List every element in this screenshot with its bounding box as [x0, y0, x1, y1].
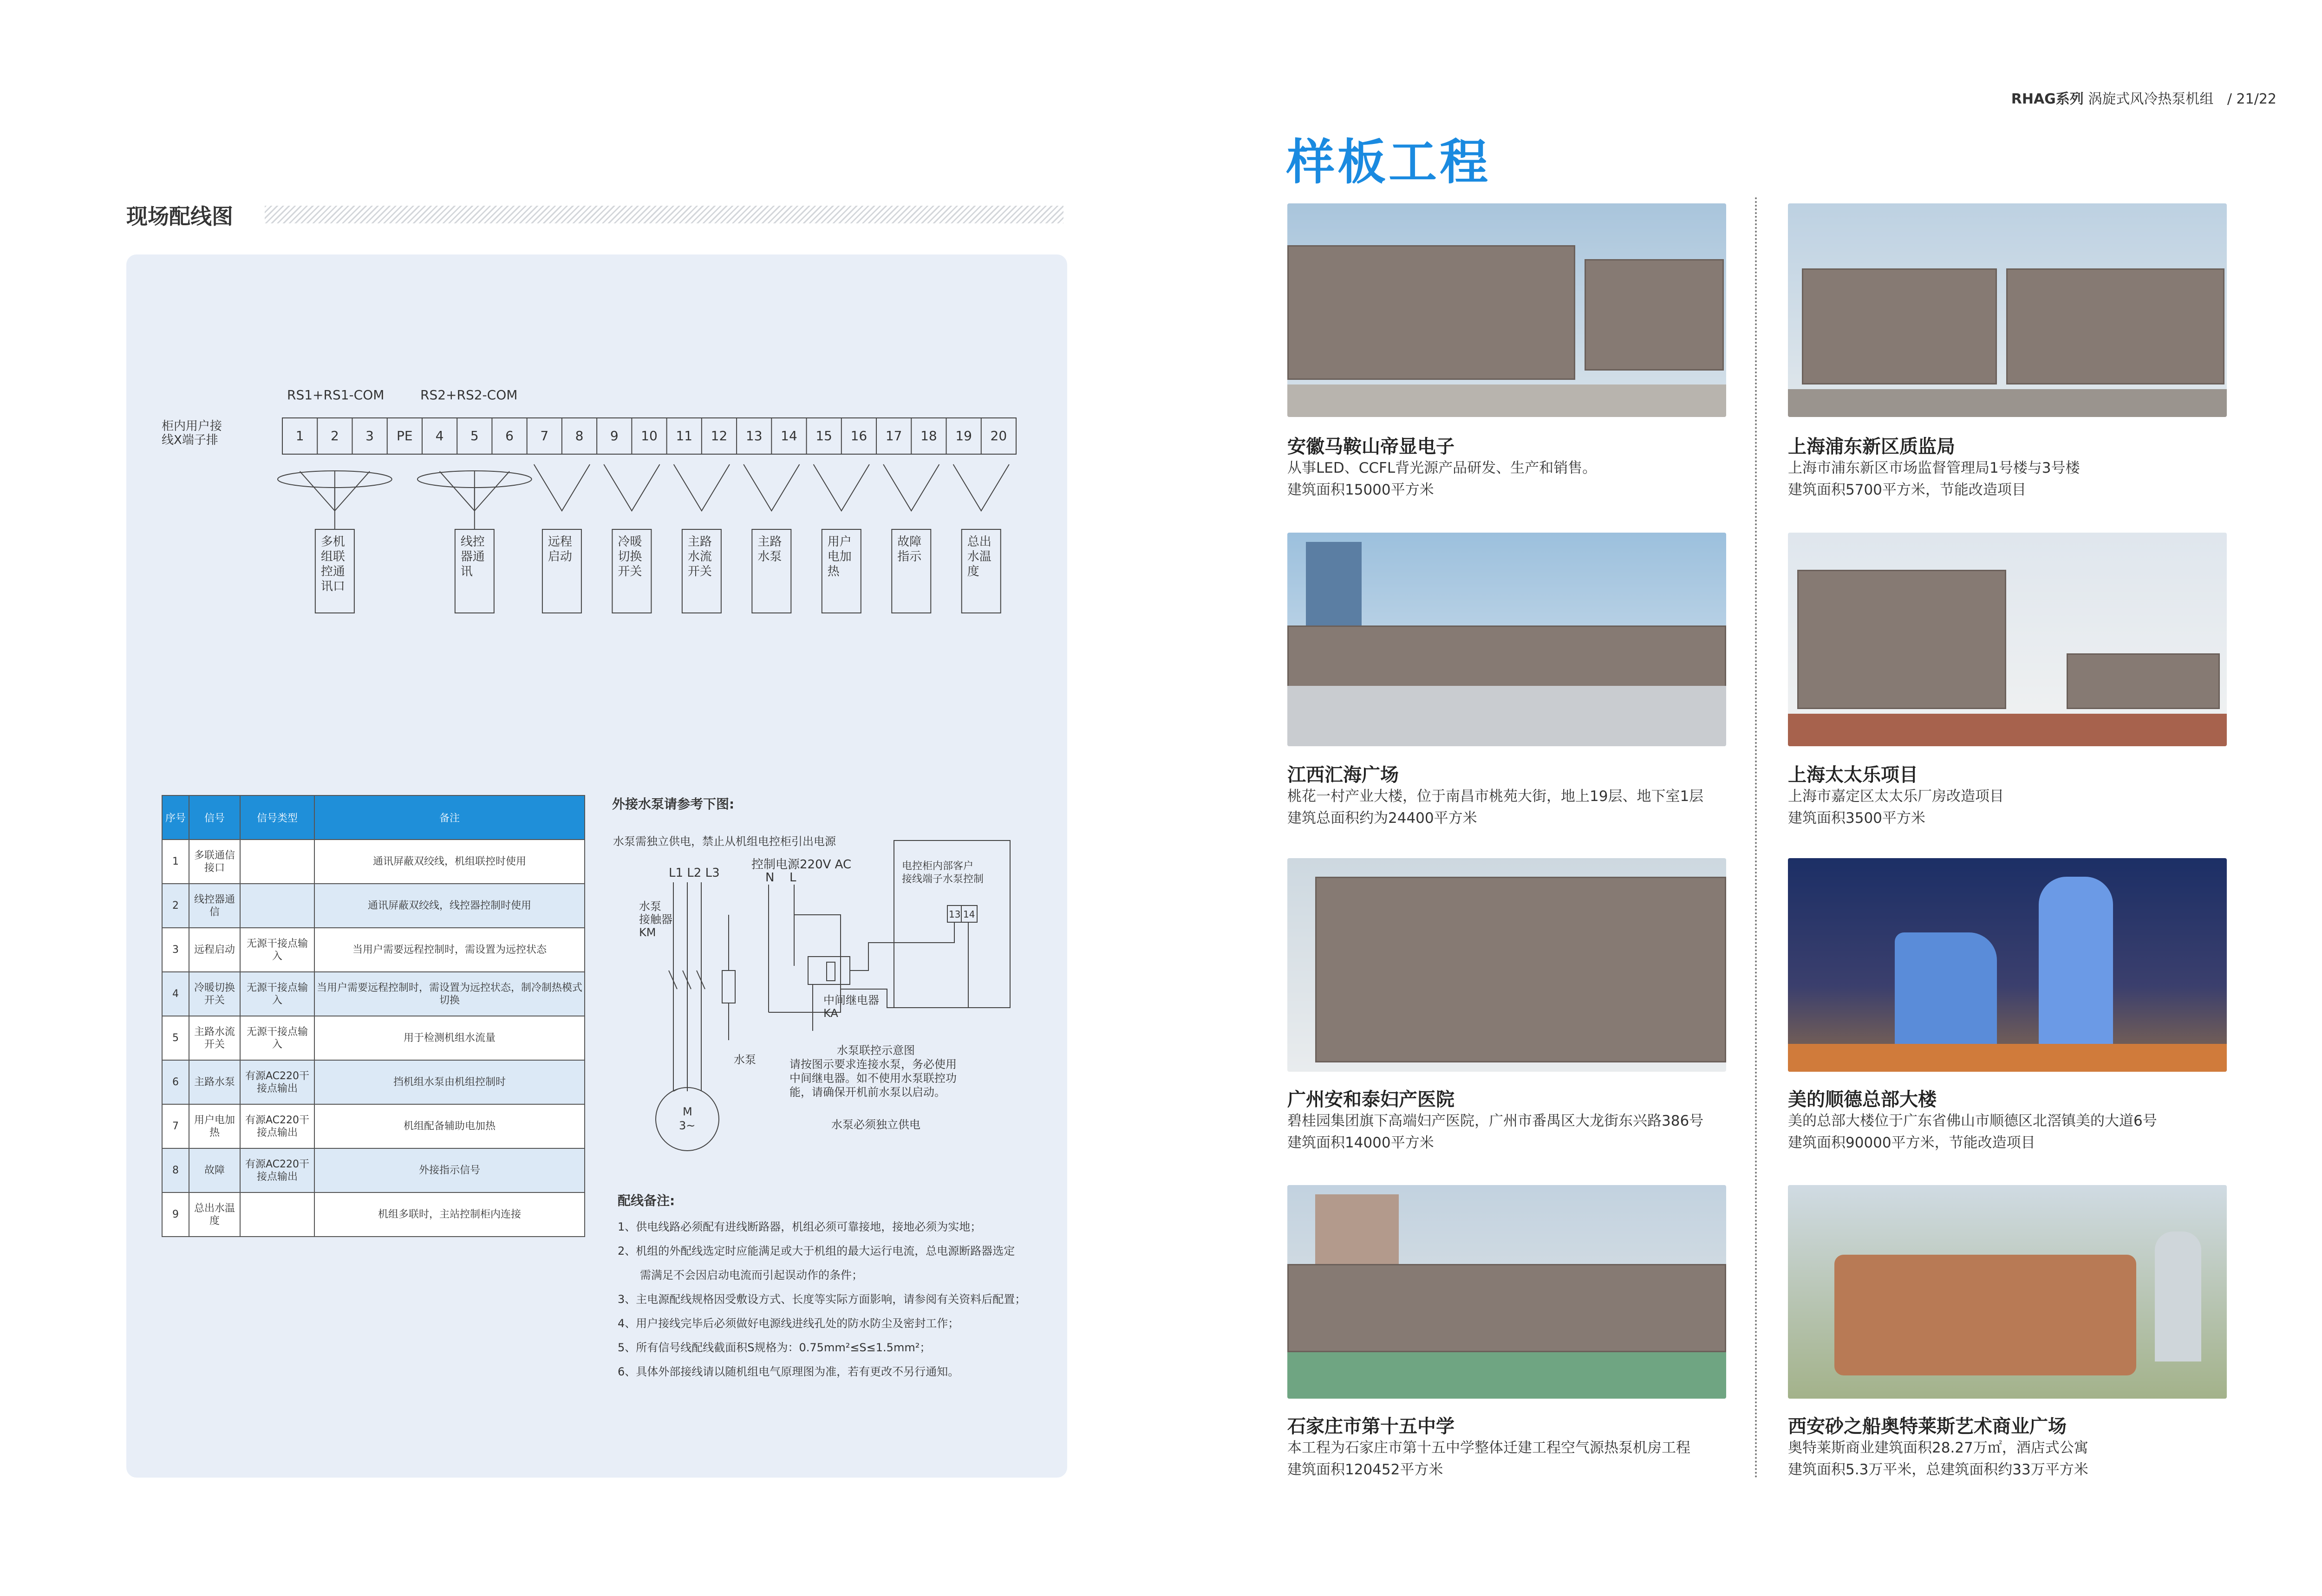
terminal-number: 20 — [990, 428, 1007, 443]
svg-text:多机: 多机 — [320, 535, 345, 549]
note-line: 6、具体外部接线请以随机组电气原理图为准，若有更改不另行通知。 — [618, 1365, 959, 1378]
signal-box — [682, 529, 721, 613]
signal-box — [455, 529, 494, 613]
pump-diagram-title: 外接水泵请参考下图: — [612, 796, 735, 812]
signal-box — [962, 529, 1001, 613]
svg-text:水泵: 水泵 — [757, 550, 782, 564]
signal-cone — [814, 464, 869, 511]
pump-n-label: N — [765, 871, 775, 885]
project-photo-taitaile — [1788, 533, 2227, 746]
projects-title: 样板工程 — [1286, 134, 1491, 190]
terminal-number: 7 — [540, 428, 549, 443]
project-photo-pudong — [1788, 203, 2227, 417]
svg-text:开关: 开关 — [687, 565, 712, 579]
table-row: 9 总出水温度 机组多联时，主站控制柜内连接 — [162, 1192, 585, 1237]
svg-text:讯口: 讯口 — [320, 580, 345, 593]
project-desc: 上海市嘉定区太太乐厂房改造项目 建筑面积3500平方米 — [1788, 788, 2004, 827]
svg-text:切换: 切换 — [618, 550, 642, 564]
note-line: 需满足不会因启动电流而引起误动作的条件； — [618, 1269, 863, 1282]
note-line: 3、主电源配线规格因受敷设方式、长度等实际方面影响，请参阅有关资料后配置； — [618, 1293, 1026, 1306]
th-no: 序号 — [162, 795, 189, 840]
terminal-number: 1 — [295, 428, 304, 443]
project-photo-anhetai — [1287, 858, 1726, 1072]
project-desc: 美的总部大楼位于广东省佛山市顺德区北滘镇美的大道6号 建筑面积90000平方米，节能改造项目 — [1788, 1113, 2157, 1151]
terminal-number: 13 — [745, 428, 763, 443]
rs2-label: RS2+RS2-COM — [420, 387, 518, 403]
signal-cone — [534, 464, 590, 511]
svg-text:指示: 指示 — [897, 550, 922, 564]
svg-text:用户: 用户 — [827, 535, 852, 549]
signal-cones — [278, 464, 1009, 529]
relay-label-2: KA — [823, 1007, 838, 1020]
project-desc: 从事LED、CCFL背光源产品研发、生产和销售。 建筑面积15000平方米 — [1287, 460, 1597, 498]
svg-text:线控: 线控 — [460, 535, 485, 549]
svg-text:热: 热 — [827, 565, 840, 579]
pump-wiring-diagram — [608, 822, 1026, 1156]
table-row: 5 主路水流开关 无源干接点输入 用于检测机组水流量 — [162, 1016, 585, 1060]
terminal-number: 11 — [676, 428, 693, 443]
pump-sketch-1: 水泵联控示意图 — [837, 1044, 915, 1057]
project-photo-shijiazhuang — [1287, 1185, 1726, 1399]
terminal-number: 18 — [920, 428, 937, 443]
note-line: 4、用户接线完毕后必须做好电源线进线孔处的防水防尘及密封工作； — [618, 1317, 959, 1330]
signal-table — [162, 795, 585, 1237]
terminal-number: 6 — [505, 428, 514, 443]
th-note: 备注 — [314, 795, 585, 840]
signal-cone — [604, 464, 659, 511]
signal-cone — [953, 464, 1009, 511]
project-photo-midea-hq — [1788, 858, 2227, 1072]
pump-phase-label: L1 L2 L3 — [669, 866, 720, 880]
note-line: 1、供电线路必须配有进线断路器，机组必须可靠接地，接地必须为实地； — [618, 1220, 982, 1233]
project-desc: 桃花一村产业大楼，位于南昌市桃苑大街，地上19层、地下室1层 建筑总面积约为24400平方米 — [1287, 788, 1704, 827]
pump-sketch-3: 中间继电器。如不使用水泵联控功 — [789, 1072, 957, 1085]
project-title: 广州安和泰妇产医院 — [1287, 1089, 1455, 1110]
pump-sketch-2: 请按图示要求连接水泵，务必使用 — [789, 1058, 957, 1071]
terminal-number: 2 — [330, 428, 339, 443]
svg-text:讯: 讯 — [460, 565, 473, 579]
svg-text:控通: 控通 — [320, 565, 345, 579]
signal-box — [892, 529, 931, 613]
table-row: 7 用户电加热 有源AC220干接点输出 机组配备辅助电加热 — [162, 1104, 585, 1148]
title-hatch-bar — [265, 206, 1063, 223]
note-line: 5、所有信号线配线截面积S规格为：0.75mm²≤S≤1.5mm²； — [618, 1341, 931, 1354]
series-subtitle: 涡旋式风冷热泵机组 — [2088, 91, 2214, 107]
pump-note-1: 水泵需独立供电，禁止从机组电控柜引出电源 — [613, 835, 836, 848]
signal-box — [752, 529, 791, 613]
svg-text:组联: 组联 — [320, 550, 345, 564]
cabinet-label-2: 接线端子水泵控制 — [902, 873, 984, 885]
note-line: 2、机组的外配线选定时应能满足或大于机组的最大运行电流，总电源断路器选定 — [618, 1244, 1015, 1257]
th-signal: 信号 — [189, 795, 240, 840]
project-title: 美的顺德总部大楼 — [1788, 1089, 1937, 1110]
terminal-number: 10 — [641, 428, 658, 443]
page-header — [2011, 87, 2276, 108]
terminal-number: 16 — [850, 428, 867, 443]
pump-l-label: L — [789, 871, 796, 885]
table-row: 1 多联通信接口 通讯屏蔽双绞线，机组联控时使用 — [162, 840, 585, 884]
project-photo-xian — [1788, 1185, 2227, 1399]
project-title: 上海太太乐项目 — [1788, 764, 1918, 786]
project-title: 江西汇海广场 — [1287, 764, 1399, 786]
project-title: 西安砂之船奥特莱斯艺术商业广场 — [1788, 1416, 2067, 1437]
pump-sketch-5: 水泵必须独立供电 — [831, 1118, 920, 1131]
terminal-number: 8 — [575, 428, 584, 443]
series-name: RHAG系列 — [2011, 91, 2084, 107]
pump-circuit-lines — [656, 882, 968, 1151]
terminal-number: 12 — [711, 428, 728, 443]
pump-label: 水泵 — [734, 1053, 756, 1066]
svg-text:启动: 启动 — [548, 550, 572, 564]
terminal-number: 15 — [815, 428, 833, 443]
project-title: 石家庄市第十五中学 — [1287, 1416, 1455, 1437]
svg-text:器通: 器通 — [460, 550, 485, 564]
svg-text:13: 13 — [949, 909, 961, 920]
pump-ctrl-label: 控制电源220V AC — [751, 858, 852, 872]
pump-sketch-4: 能，请确保开机前水泵以启动。 — [789, 1086, 946, 1099]
terminal-number: 4 — [435, 428, 444, 443]
terminal-number: PE — [397, 428, 413, 443]
terminal-number: 14 — [781, 428, 797, 443]
notes-title: 配线备注: — [618, 1193, 675, 1208]
svg-text:度: 度 — [967, 565, 979, 579]
project-desc: 奥特莱斯商业建筑面积28.27万㎡，酒店式公寓 建筑面积5.3万平米，总建筑面积约33万平方米 — [1788, 1440, 2088, 1478]
svg-text:14: 14 — [963, 909, 975, 920]
km-label-3: KM — [639, 926, 656, 939]
project-photo-huihai — [1287, 533, 1726, 746]
svg-text:冷暖: 冷暖 — [618, 535, 642, 549]
table-row: 6 主路水泵 有源AC220干接点输出 挡机组水泵由机组控制时 — [162, 1060, 585, 1104]
motor-label-2: 3~ — [679, 1119, 696, 1132]
section-title: 现场配线图 — [126, 204, 233, 229]
project-desc: 碧桂园集团旗下高端妇产医院，广州市番禺区大龙街东兴路386号 建筑面积14000平方米 — [1287, 1113, 1704, 1151]
svg-text:总出: 总出 — [967, 535, 991, 549]
motor-label-1: M — [683, 1105, 692, 1118]
signal-box — [822, 529, 861, 613]
table-row: 3 远程启动 无源干接点输入 当用户需要远程控制时，需设置为远控状态 — [162, 928, 585, 972]
signal-boxes — [315, 529, 1001, 613]
signal-box — [542, 529, 581, 613]
table-row: 4 冷暖切换开关 无源干接点输入 当用户需要远程控制时，需设置为远控状态，制冷制热模式切换 — [162, 972, 585, 1016]
terminal-number: 19 — [955, 428, 972, 443]
column-divider — [1755, 197, 1757, 1479]
svg-text:远程: 远程 — [548, 535, 572, 549]
signal-cone — [744, 464, 799, 511]
project-desc: 上海市浦东新区市场监督管理局1号楼与3号楼 建筑面积5700平方米，节能改造项目 — [1788, 460, 2080, 498]
project-desc: 本工程为石家庄市第十五中学整体迁建工程空气源热泵机房工程 建筑面积120452平方米 — [1287, 1440, 1690, 1478]
terminal-wiring-diagram — [139, 371, 1045, 632]
terminal-number: 5 — [470, 428, 479, 443]
rs1-label: RS1+RS1-COM — [287, 387, 385, 403]
svg-text:主路: 主路 — [757, 535, 782, 549]
terminal-label-1: 柜内用户接 — [162, 419, 222, 433]
terminal-number: 9 — [610, 428, 619, 443]
terminal-number: 3 — [365, 428, 374, 443]
table-row: 2 线控器通信 通讯屏蔽双绞线，线控器控制时使用 — [162, 884, 585, 928]
project-photo-maanshan — [1287, 203, 1726, 417]
signal-box — [315, 529, 354, 613]
project-title: 安徽马鞍山帝显电子 — [1287, 436, 1455, 457]
signal-box — [612, 529, 651, 613]
svg-text:开关: 开关 — [618, 565, 642, 579]
km-label-2: 接触器 — [639, 913, 672, 926]
svg-text:故障: 故障 — [897, 535, 922, 549]
th-type: 信号类型 — [240, 795, 314, 840]
km-label-1: 水泵 — [639, 900, 661, 913]
svg-text:电加: 电加 — [827, 550, 852, 564]
project-title: 上海浦东新区质监局 — [1788, 436, 1955, 457]
svg-text:水温: 水温 — [967, 550, 991, 564]
terminal-number: 17 — [885, 428, 902, 443]
page-number: / 21/22 — [2227, 91, 2276, 107]
svg-text:水流: 水流 — [687, 550, 712, 564]
terminal-cells — [296, 418, 1007, 454]
wiring-notes — [618, 1189, 1036, 1384]
table-row: 8 故障 有源AC220干接点输出 外接指示信号 — [162, 1148, 585, 1192]
svg-text:主路: 主路 — [687, 535, 712, 549]
relay-label-1: 中间继电器 — [823, 994, 879, 1007]
signal-cone — [674, 464, 730, 511]
terminal-label-2: 线X端子排 — [162, 433, 218, 447]
cabinet-label-1: 电控柜内部客户 — [902, 860, 974, 872]
signal-cone — [883, 464, 939, 511]
